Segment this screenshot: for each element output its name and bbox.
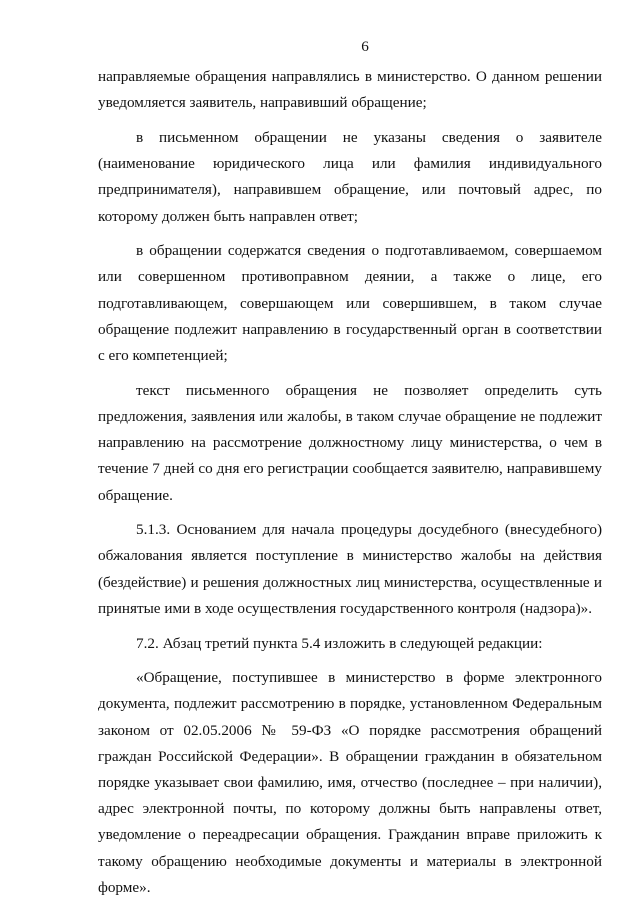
paragraph-clause-5-1-3: 5.1.3. Основанием для начала процедуры досудебного (внесудебного) обжалования является поступление в министерство жалобы на действия (бездействие) и решения должностных лиц министерства, осуществленные и принятые ими в ходе осуществления государственного контроля (надзора)». xyxy=(98,521,602,617)
paragraph-missing-sender-info: в письменном обращении не указаны сведения о заявителе (наименование юридического лица или фамилия индивидуального предпринимателя), направившем обращение, или почтовый адрес, по которому должен быть направлен ответ; xyxy=(98,128,602,225)
paragraph-electronic-appeal: «Обращение, поступившее в министерство в форме электронного документа, подлежит рассмотрению в порядке, установленном Федеральным законом от 02.05.2006 № 59-ФЗ «О порядке рассмотрения обращений граждан Российской Федерации». В обращении гражданин в обязательном порядке указывает свои фамилию, имя, отчество (последнее – при наличии), адрес электронной почты, по которому должны быть направлены ответ, уведомление о переадресации обращения. Гражданин вправе приложить к такому обращению необходимые документы и материалы в электронной форме». xyxy=(98,669,602,896)
paragraph-unreadable-text: текст письменного обращения не позволяет определить суть предложения, заявления или жалобы, в таком случае обращение не подлежит направлению на рассмотрение должностному лицу министерства, о чем в течение 7 дней со дня его регистрации сообщается заявителю, направившему обращение. xyxy=(98,381,602,504)
paragraph-clause-7-2: 7.2. Абзац третий пункта 5.4 изложить в следующей редакции: xyxy=(136,634,543,652)
page-number: 6 xyxy=(361,38,369,55)
paragraph-continuation: направляемые обращения направлялись в министерство. О данном решении уведомляется заявитель, направивший обращение; xyxy=(98,68,602,112)
paragraph-unlawful-act-info: в обращении содержатся сведения о подготавливаемом, совершаемом или совершенном противоправном деянии, а также о лице, его подготавливающем, совершающем или совершившем, в таком случае обращение подлежит направлению в государственный орган в соответствии с его компетенцией; xyxy=(98,242,602,365)
